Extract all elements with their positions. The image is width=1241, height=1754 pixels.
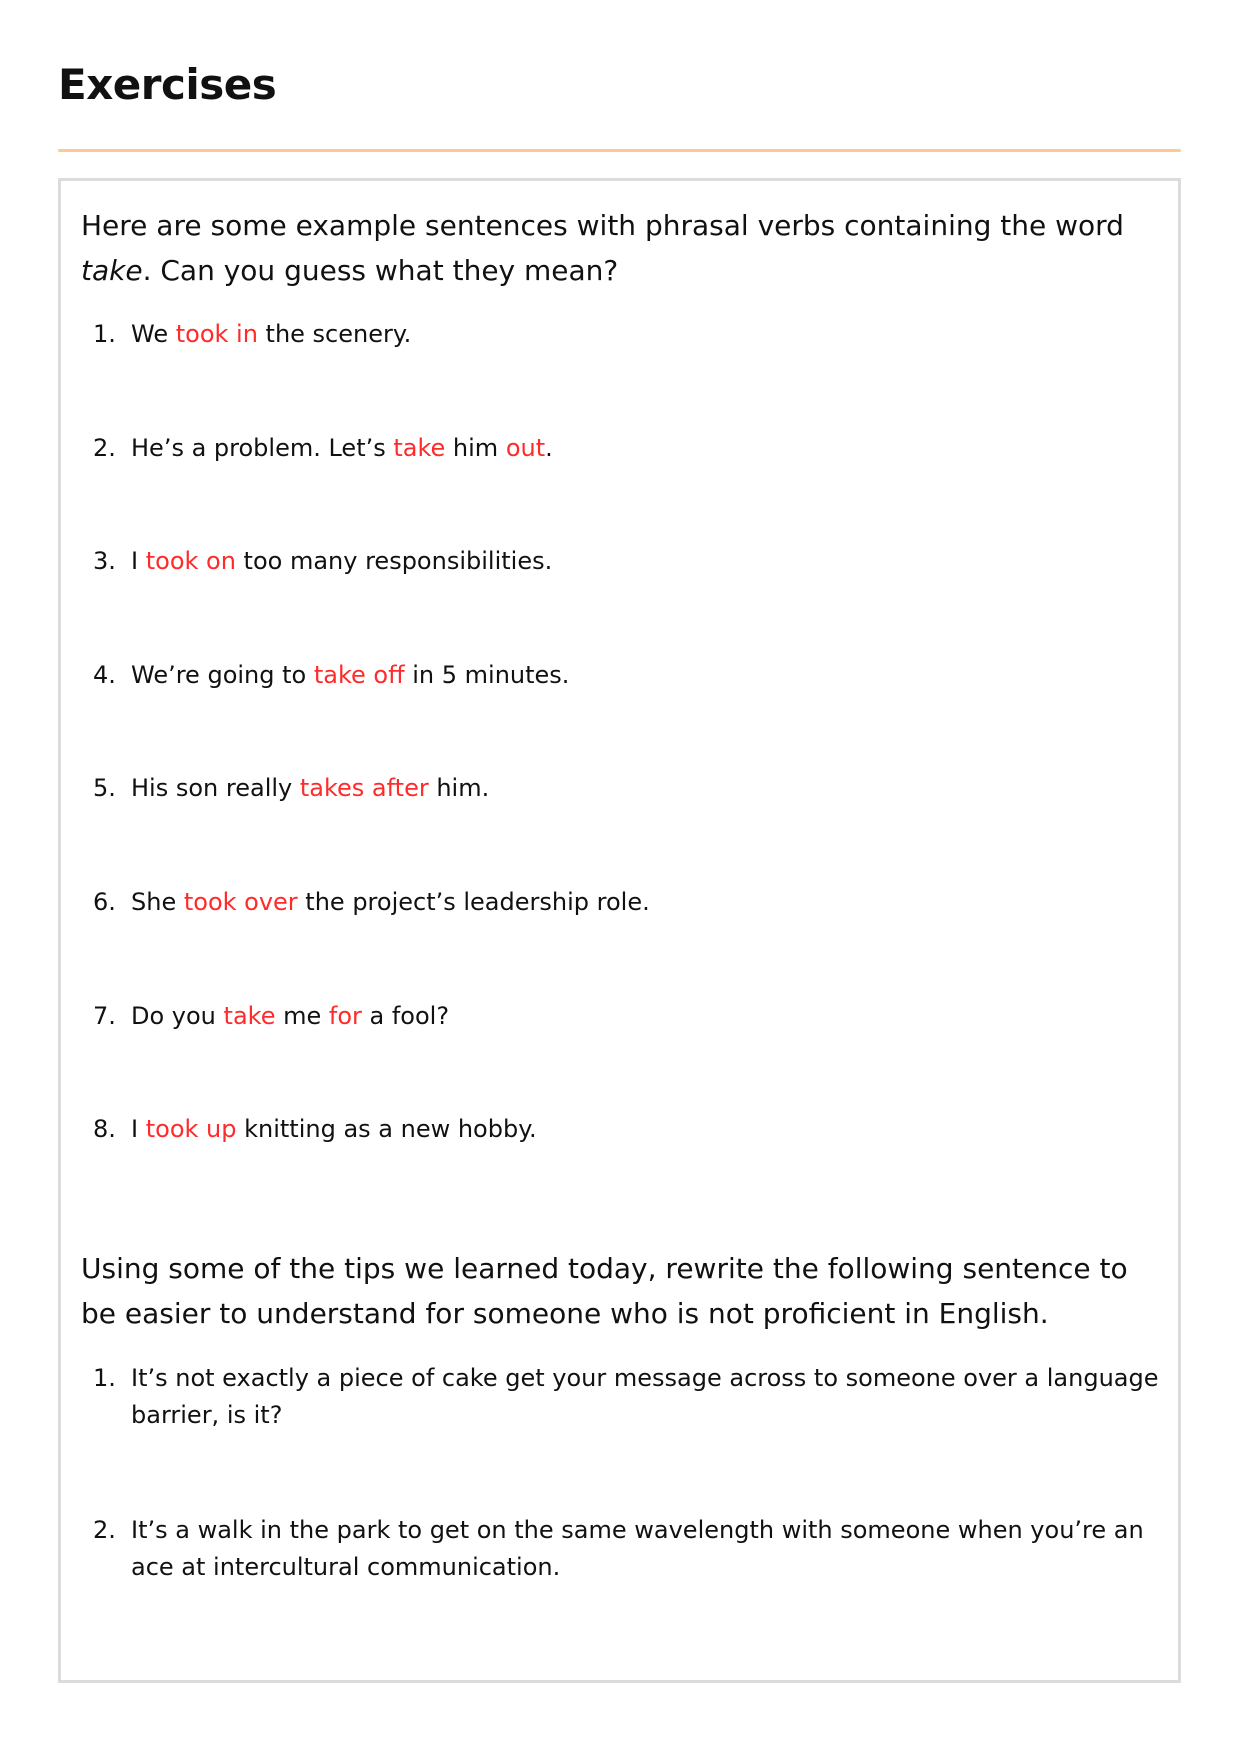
list-item — [93, 543, 1171, 657]
phrasal-verb-highlight: takes after — [299, 774, 429, 803]
intro-paragraph — [81, 203, 1161, 293]
exercise-box — [58, 178, 1181, 1683]
intro-text-end: . Can you guess what they mean? — [142, 254, 619, 287]
list-item — [93, 430, 1171, 544]
list-item — [93, 316, 1171, 430]
list-item — [93, 1111, 1171, 1225]
item-number: 6. — [93, 887, 116, 916]
phrasal-verb-highlight: out — [505, 433, 546, 462]
item-text: knitting as a new hobby. — [236, 1115, 537, 1144]
intro-text: Here are some example sentences with phrasal verbs containing the word — [81, 209, 1124, 242]
title-divider — [58, 149, 1181, 152]
item-text: We — [131, 320, 176, 348]
item-number: 1. — [93, 320, 116, 348]
phrasal-verb-highlight: took on — [145, 547, 236, 576]
item-text: Do you — [131, 1001, 224, 1030]
item-number: 8. — [93, 1115, 116, 1144]
item-number: 4. — [93, 660, 116, 689]
item-text: We’re going to — [131, 660, 314, 689]
page-title: Exercises — [58, 60, 277, 109]
item-text: He’s a problem. Let’s — [131, 433, 394, 462]
item-text: him — [445, 433, 506, 462]
intro-italic-word: take — [81, 254, 143, 287]
phrasal-verb-highlight: took over — [183, 887, 298, 916]
list-item — [93, 657, 1171, 771]
item-text: me — [275, 1001, 329, 1030]
item-text: His son really — [131, 774, 300, 803]
item-text: . — [545, 433, 553, 462]
list-item — [93, 1512, 1171, 1664]
item-number: 5. — [93, 774, 116, 803]
item-text: She — [131, 887, 184, 916]
list-item — [93, 1360, 1171, 1512]
item-text: the scenery. — [257, 320, 412, 348]
rewrite-paragraph: Using some of the tips we learned today, rewrite the following sentence to be easier to understand for someone who is not proficient in English. — [81, 1252, 1128, 1330]
phrasal-verb-list — [61, 316, 1171, 1225]
list-item — [93, 884, 1171, 998]
item-text: the project’s leadership role. — [297, 887, 650, 916]
list-item — [93, 998, 1171, 1112]
item-number: 7. — [93, 1001, 116, 1030]
item-text: too many responsibilities. — [235, 547, 553, 576]
list-item — [93, 770, 1171, 884]
item-text: It’s a walk in the park to get on the same wavelength with someone when you’re an ace at intercultural communication. — [131, 1516, 1144, 1581]
item-text: It’s not exactly a piece of cake get your message across to someone over a language barrier, is it? — [131, 1364, 1159, 1429]
rewrite-sentence-list — [61, 1360, 1171, 1664]
item-number: 2. — [93, 1516, 116, 1544]
phrasal-verb-highlight: took in — [175, 320, 258, 348]
item-text: I — [131, 547, 146, 576]
item-number: 3. — [93, 547, 116, 576]
item-text: I — [131, 1115, 146, 1144]
item-number: 1. — [93, 1364, 116, 1392]
item-number: 2. — [93, 433, 116, 462]
phrasal-verb-highlight: take — [393, 433, 446, 462]
phrasal-verb-highlight: take off — [313, 660, 405, 689]
item-text: him. — [428, 774, 490, 803]
phrasal-verb-highlight: took up — [145, 1115, 237, 1144]
item-text: a fool? — [361, 1001, 450, 1030]
phrasal-verb-highlight: for — [328, 1001, 362, 1030]
item-text: in 5 minutes. — [404, 660, 570, 689]
phrasal-verb-highlight: take — [223, 1001, 276, 1030]
